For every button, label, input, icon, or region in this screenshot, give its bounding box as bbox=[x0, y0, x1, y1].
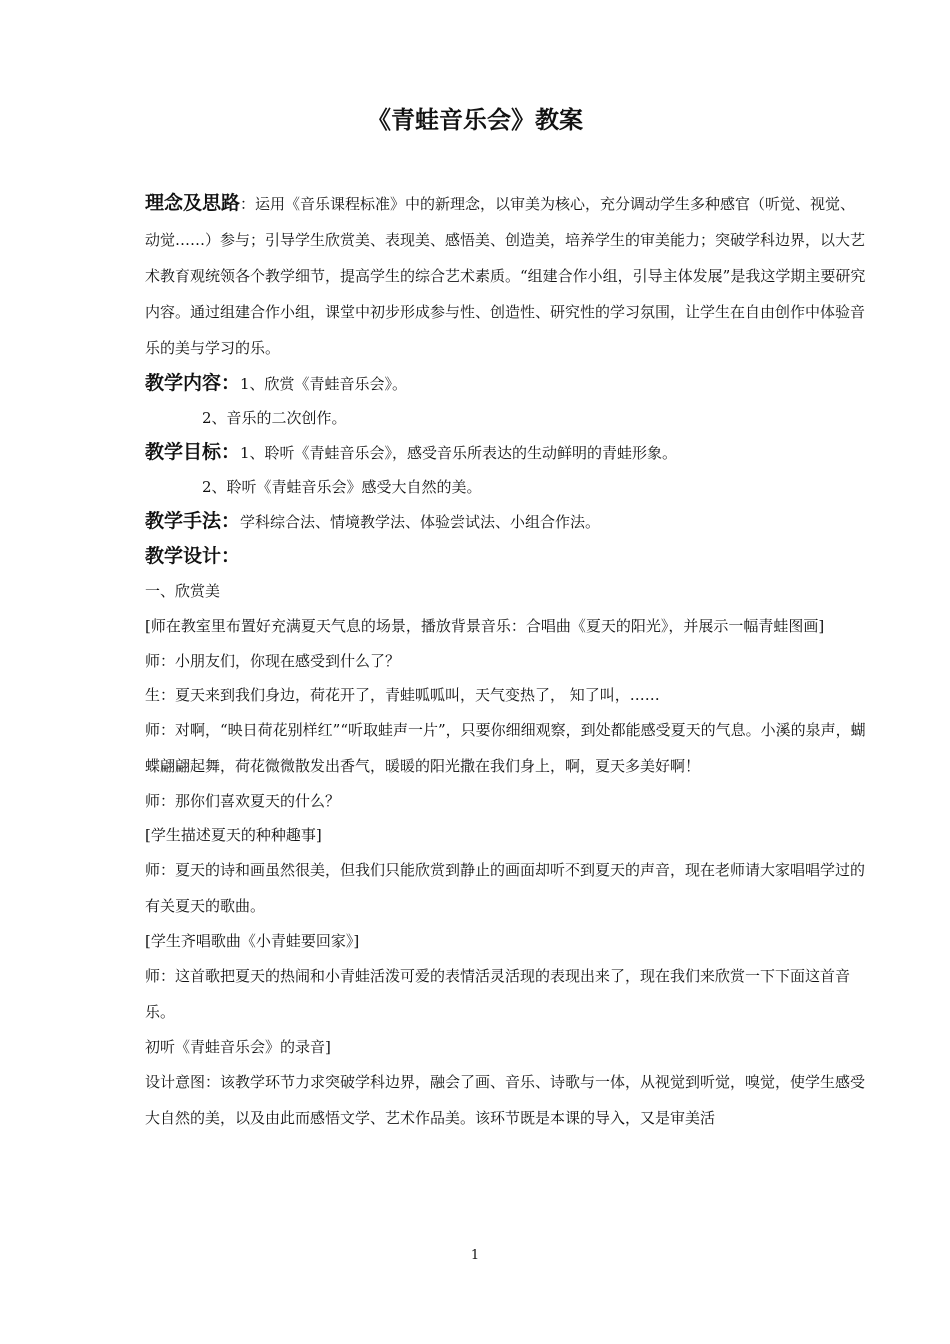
goals-heading: 教学目标： bbox=[145, 441, 241, 463]
design-line: 一、欣赏美 bbox=[145, 582, 221, 600]
philosophy-separator: ： bbox=[240, 195, 256, 213]
methods-heading: 教学手法： bbox=[145, 510, 241, 532]
document-body bbox=[145, 185, 867, 1136]
design-line: [学生描述夏天的种种趣事] bbox=[145, 826, 322, 844]
content-item-2: 2、音乐的二次创作。 bbox=[202, 409, 347, 427]
content-item-1: 1、欣赏《青蛙音乐会》。 bbox=[240, 375, 408, 393]
page-title: 《青蛙音乐会》教案 bbox=[367, 106, 583, 134]
design-line: 初听《青蛙音乐会》的录音] bbox=[145, 1038, 331, 1056]
philosophy-heading: 理念及思路 bbox=[145, 192, 241, 214]
page-number: 1 bbox=[470, 1248, 480, 1263]
design-line: 师：小朋友们，你现在感受到什么了？ bbox=[145, 652, 401, 670]
design-line: 设计意图：该教学环节力求突破学科边界，融会了画、音乐、诗歌与一体，从视觉到听觉，嗅觉，使学生感受大自然的美，以及由此而感悟文学、艺术作品美。该环节既是本课的导入，又是审美活 bbox=[145, 1073, 866, 1127]
design-line: [师在教室里布置好充满夏天气息的场景，播放背景音乐：合唱曲《夏天的阳光》，并展示一幅青蛙图画] bbox=[145, 617, 825, 635]
design-line: 师：对啊，“映日荷花别样红”“听取蛙声一片”，只要你细细观察，到处都能感受夏天的气息。小溪的泉声，蝴蝶翩翩起舞，荷花微微散发出香气，暖暖的阳光撒在我们身上，啊，夏天多美好啊！ bbox=[145, 721, 866, 775]
design-heading: 教学设计： bbox=[145, 545, 241, 567]
methods-text: 学科综合法、情境教学法、体验尝试法、小组合作法。 bbox=[240, 513, 601, 531]
goals-item-2: 2、聆听《青蛙音乐会》感受大自然的美。 bbox=[202, 478, 482, 496]
philosophy-text: 运用《音乐课程标准》中的新理念，以审美为核心，充分调动学生多种感官（听觉、视觉、动觉……）参与；引导学生欣赏美、表现美、感悟美、创造美，培养学生的审美能力；突破学科边界，以大艺术教育观统领各个教学细节，提高学生的综合艺术素质。“组建合作小组，引导主体发展”是我这学期主要研究内容。通过组建合作小组，课堂中初步形成参与性、创造性、研究性的学习氛围，让学生在自由创作中体验音乐的美与学习的乐。 bbox=[145, 195, 866, 357]
goals-paragraph bbox=[145, 435, 867, 470]
content-paragraph bbox=[145, 366, 867, 401]
methods-paragraph bbox=[145, 504, 867, 539]
design-paragraph bbox=[145, 539, 867, 574]
design-line: [学生齐唱歌曲《小青蛙要回家》] bbox=[145, 932, 360, 950]
design-line: 师：夏天的诗和画虽然很美，但我们只能欣赏到静止的画面却听不到夏天的声音，现在老师请大家唱唱学过的有关夏天的歌曲。 bbox=[145, 861, 866, 915]
goals-item-1: 1、聆听《青蛙音乐会》，感受音乐所表达的生动鲜明的青蛙形象。 bbox=[240, 444, 678, 462]
design-line: 师：这首歌把夏天的热闹和小青蛙活泼可爱的表情活灵活现的表现出来了，现在我们来欣赏一下下面这首音乐。 bbox=[145, 967, 851, 1021]
content-heading: 教学内容： bbox=[145, 372, 241, 394]
philosophy-paragraph bbox=[145, 185, 867, 366]
design-line: 师：那你们喜欢夏天的什么？ bbox=[145, 792, 341, 810]
design-line: 生：夏天来到我们身边，荷花开了，青蛙呱呱叫，天气变热了， 知了叫，…… bbox=[145, 686, 660, 704]
